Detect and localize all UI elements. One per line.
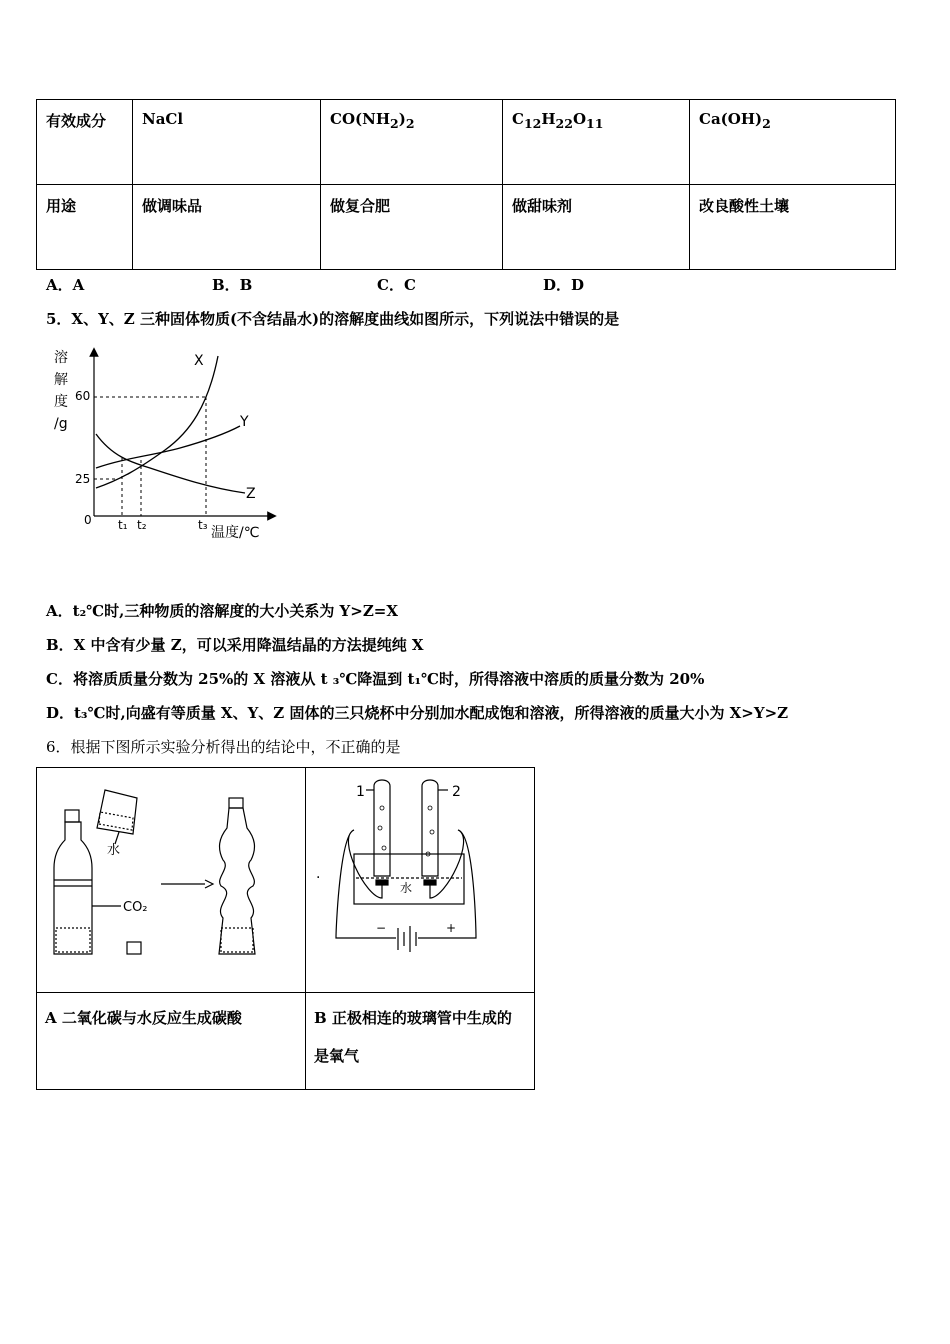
water-label: 水	[107, 843, 121, 858]
bubble	[378, 826, 382, 830]
formula-part: Ca(OH)	[699, 110, 763, 128]
bubble	[428, 806, 432, 810]
bottle-cap	[229, 798, 243, 808]
series-label-y: Y	[240, 414, 249, 430]
curve-z	[96, 434, 245, 493]
electrode	[424, 880, 436, 885]
table-cell: 做调味品	[133, 185, 321, 270]
co2-bottle-figure	[37, 768, 305, 988]
electrolysis-figure	[306, 768, 534, 988]
formula-sub: 22	[555, 116, 573, 131]
bubble	[430, 830, 434, 834]
table-row	[37, 185, 896, 270]
positive-sign: +	[446, 921, 457, 935]
table-cell: 有效成分	[37, 100, 133, 185]
formula-sub: 12	[523, 116, 542, 131]
loose-cap	[127, 942, 141, 954]
formula-sub: 2	[405, 116, 415, 131]
co2-label: CO₂	[123, 900, 148, 915]
ingredient-table	[36, 99, 896, 270]
y-label-char: 溶	[54, 350, 68, 366]
y-tick-label: 60	[75, 389, 91, 403]
x-axis-label: 温度/℃	[211, 525, 260, 541]
table-row	[37, 993, 535, 1090]
q5-stem: 5．X、Y、Z 三种固体物质(不含结晶水)的溶解度曲线如图所示，下列说法中错误的是	[46, 310, 620, 328]
y-label-char: /g	[54, 416, 68, 432]
q4-option-d: D．D	[543, 276, 585, 294]
q5-option-c: C．将溶质质量分数为 25%的 X 溶液从 t ₃℃降温到 t₁℃时，所得溶液中溶质的质量分数为 20%	[46, 670, 705, 688]
formula-sub: 11	[586, 116, 604, 131]
table-cell	[321, 100, 503, 185]
table-cell	[690, 100, 896, 185]
table-cell: 用途	[37, 185, 133, 270]
formula-part: O	[572, 110, 587, 128]
bottle-cap	[65, 810, 79, 822]
table-cell	[503, 100, 690, 185]
q4-option-c: C．C	[377, 276, 416, 294]
table-row	[37, 100, 896, 185]
caption-a: A 二氧化碳与水反应生成碳酸	[37, 993, 306, 1090]
bottle-water	[56, 928, 90, 952]
curve-x	[96, 356, 218, 488]
table-cell: 做甜味剂	[503, 185, 690, 270]
origin-label: 0	[84, 513, 92, 527]
q5-option-b: B．X 中含有少量 Z，可以采用降温结晶的方法提纯纯 X	[46, 636, 424, 654]
q6-stem: 6．根据下图所示实验分析得出的结论中，不正确的是	[46, 738, 401, 756]
tube-2	[422, 780, 438, 876]
table-row	[37, 768, 535, 993]
series-label-x: X	[194, 353, 204, 369]
q5-option-a: A．t₂℃时,三种物质的溶解度的大小关系为 Y>Z=X	[46, 602, 398, 620]
bubble	[380, 806, 384, 810]
x-tick-label: t₂	[137, 518, 147, 532]
crushed-bottle	[219, 808, 255, 954]
experiment-table	[36, 767, 535, 1090]
x-tick-label: t₁	[118, 518, 128, 532]
formula-part: )	[398, 110, 406, 128]
bottle-water	[221, 928, 253, 952]
q5-option-d: D．t₃℃时,向盛有等质量 X、Y、Z 固体的三只烧杯中分别加水配成饱和溶液，所得溶液的质量大小为 X>Y>Z	[46, 704, 789, 722]
x-tick-label: t₃	[198, 518, 208, 532]
formula-part: CO(NH	[330, 110, 390, 128]
q4-option-b: B．B	[212, 276, 253, 294]
y-label-char: 度	[54, 394, 68, 410]
caption-b: B 正极相连的玻璃管中生成的是氧气	[306, 993, 535, 1090]
negative-sign: −	[376, 921, 387, 935]
water-label: 水	[400, 881, 413, 895]
y-tick-label: 25	[75, 472, 91, 486]
dot-mark: .	[316, 866, 321, 882]
solubility-chart	[40, 338, 290, 553]
left-bottle	[54, 822, 92, 954]
series-label-z: Z	[246, 486, 256, 502]
y-label-char: 解	[54, 372, 68, 388]
table-cell: NaCl	[133, 100, 321, 185]
tube-1-label: 1	[356, 784, 365, 800]
q4-option-a: A．A	[46, 276, 85, 294]
tube-2-label: 2	[452, 784, 461, 800]
formula-sub: 2	[762, 116, 771, 131]
figure-b-cell	[306, 768, 535, 993]
bubble	[382, 846, 386, 850]
beaker-water	[99, 812, 133, 830]
figure-a-cell	[37, 768, 306, 993]
formula-sub: 2	[390, 116, 399, 131]
formula-part: H	[541, 110, 556, 128]
arrow-head	[205, 880, 213, 888]
table-cell: 做复合肥	[321, 185, 503, 270]
table-cell: 改良酸性土壤	[690, 185, 896, 270]
formula-part: C	[512, 110, 524, 128]
trough	[354, 854, 464, 904]
electrode	[376, 880, 388, 885]
